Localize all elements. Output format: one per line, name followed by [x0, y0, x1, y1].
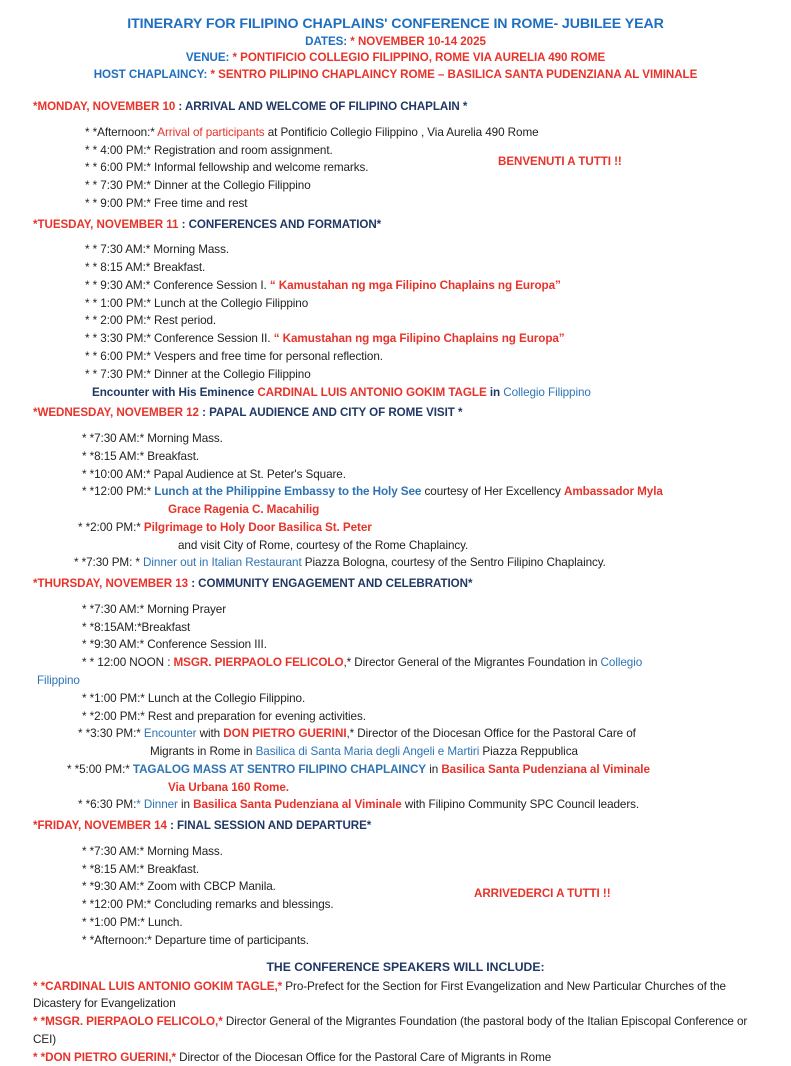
- schedule-item: [178, 537, 791, 555]
- item-segment: “ Kamustahan ng mga Filipino Chaplains ng Europa”: [269, 278, 561, 292]
- speakers-list: [0, 978, 791, 1066]
- meta-value: SENTRO PILIPINO CHAPLAINCY ROME – BASILICA SANTA PUDENZIANA AL VIMINALE: [218, 67, 698, 81]
- item-segment: Grace Ragenia C. Macahilig: [168, 503, 320, 517]
- schedule-item: [82, 878, 791, 896]
- schedule-item: [82, 601, 791, 619]
- item-segment: * * 7:30 PM:* Dinner at the Collegio Filippino: [85, 179, 311, 193]
- schedule-item: [150, 743, 791, 761]
- item-segment: in: [426, 762, 442, 776]
- speaker-line: [33, 978, 763, 1014]
- item-segment: * *1:00 PM:* Lunch at the Collegio Filippino.: [82, 691, 306, 705]
- item-segment: DON PIETRO GUERINI: [223, 727, 347, 741]
- schedule-item: [82, 843, 791, 861]
- item-segment: and visit City of Rome, courtesy of the Rome Chaplaincy.: [178, 538, 469, 552]
- item-segment: Arrival of participants: [157, 125, 265, 139]
- arrivederci-callout: ARRIVEDERCI A TUTTI !!: [474, 887, 611, 900]
- meta-value: NOVEMBER 10-14 2025: [357, 34, 486, 48]
- speaker-segment: ,*: [215, 1015, 223, 1029]
- speaker-segment: ,*: [274, 979, 283, 993]
- schedule-item: [82, 914, 791, 932]
- schedule-item: [85, 295, 791, 313]
- day-item-list: [0, 124, 791, 213]
- item-segment: * * 2:00 PM:* Rest period.: [85, 314, 217, 328]
- item-segment: * *7:30 PM: *: [74, 556, 144, 570]
- day-end-spacer: [0, 950, 791, 954]
- item-segment: in: [486, 385, 504, 399]
- item-segment: * * 7:30 AM:* Morning Mass.: [85, 243, 229, 257]
- schedule-item: [82, 690, 791, 708]
- item-segment: * *9:30 AM:* Zoom with CBCP Manila.: [82, 880, 276, 894]
- day-name: *THURSDAY, NOVEMBER 13: [33, 577, 189, 591]
- day-spacer: [0, 592, 791, 601]
- item-segment: Dinner: [143, 798, 178, 812]
- header-spacer: [0, 83, 791, 99]
- item-segment: Migrants in Rome in: [150, 745, 256, 759]
- page-title: ITINERARY FOR FILIPINO CHAPLAINS' CONFERENCE IN ROME- JUBILEE YEAR: [127, 16, 664, 32]
- item-segment: * * 12:00 NOON :: [82, 656, 174, 670]
- schedule-item: [92, 384, 791, 402]
- day-name: *TUESDAY, NOVEMBER 11: [33, 217, 179, 231]
- speaker-segment: * *: [33, 1050, 46, 1064]
- item-segment: Piazza Bologna, courtesy of the Sentro Filipino Chaplaincy.: [301, 556, 606, 570]
- schedule-item: [82, 861, 791, 879]
- day-spacer: [0, 421, 791, 430]
- schedule-item: [85, 259, 791, 277]
- item-segment: * *5:00 PM:*: [67, 762, 133, 776]
- schedule-item: [85, 312, 791, 330]
- item-segment: MSGR. PIERPAOLO FELICOLO: [173, 656, 344, 670]
- item-segment: * * 7:30 PM:* Dinner at the Collegio Filippino: [85, 367, 311, 381]
- item-segment: * *8:15AM:*Breakfast: [82, 620, 191, 634]
- item-segment: * * 4:00 PM:* Registration and room assignment.: [85, 143, 333, 157]
- schedule-item: [78, 725, 791, 743]
- speakers-heading: THE CONFERENCE SPEAKERS WILL INCLUDE:: [266, 959, 545, 974]
- item-segment: * *Afternoon:*: [85, 125, 158, 139]
- item-segment: Dinner out in Italian Restaurant: [143, 556, 302, 570]
- speaker-segment: DON PIETRO GUERINI: [45, 1050, 169, 1064]
- item-segment: with: [196, 727, 224, 741]
- schedule-item: [67, 761, 791, 779]
- meta-label: DATES:: [305, 34, 348, 48]
- item-segment: * *2:00 PM:* Rest and preparation for evening activities.: [82, 709, 366, 723]
- item-segment: Lunch at the Philippine Embassy to the Holy See: [154, 485, 422, 499]
- item-segment: * * 1:00 PM:* Lunch at the Collegio Filippino: [85, 296, 309, 310]
- item-segment: Pilgrimage to Holy Door Basilica St. Peter: [143, 520, 372, 534]
- item-segment: * * 6:00 PM:* Informal fellowship and welcome remarks.: [85, 161, 369, 175]
- schedule-item: [82, 708, 791, 726]
- item-segment: * * 9:00 PM:* Free time and rest: [85, 196, 248, 210]
- item-segment: *: [136, 798, 141, 812]
- speaker-segment: ,*: [168, 1050, 176, 1064]
- schedule-item: [82, 896, 791, 914]
- day-description: : COMMUNITY ENGAGEMENT AND CELEBRATION*: [188, 577, 473, 591]
- speaker-segment: Director General of the Migrantes Foundation (the pastoral body of the Italian Episcopal Conference or CEI): [33, 1015, 748, 1046]
- item-segment: * *7:30 AM:* Morning Prayer: [82, 602, 227, 616]
- day-description: : PAPAL AUDIENCE AND CITY OF ROME VISIT *: [198, 406, 463, 420]
- schedule-item: [82, 654, 791, 672]
- speaker-line: [33, 1049, 763, 1066]
- speaker-segment: Director of the Diocesan Office for the Pastoral Care of Migrants in Rome: [176, 1050, 552, 1064]
- schedule-item: [82, 448, 791, 466]
- item-segment: courtesy of Her Excellency: [421, 485, 564, 499]
- item-segment: * *Afternoon:* Departure time of participants.: [82, 933, 309, 947]
- day-spacer: [0, 834, 791, 843]
- item-segment: * * 6:00 PM:* Vespers and free time for personal reflection.: [85, 349, 383, 363]
- item-segment: Ambassador Myla: [563, 485, 663, 499]
- schedule-item: [85, 241, 791, 259]
- day-heading: [33, 217, 791, 233]
- meta-label: HOST CHAPLAINCY:: [93, 67, 208, 81]
- item-segment: ,* Director General of the Migrantes Foundation in: [343, 656, 601, 670]
- item-segment: * *1:00 PM:* Lunch.: [82, 916, 183, 929]
- item-segment: Piazza Reppublica: [479, 745, 578, 759]
- item-segment: * *12:00 PM:*: [82, 485, 155, 499]
- item-segment: * *8:15 AM:* Breakfast.: [82, 862, 200, 876]
- item-segment: * * 3:30 PM:* Conference Session II.: [85, 332, 274, 346]
- day-heading: [33, 818, 791, 834]
- item-segment: * *9:30 AM:* Conference Session III.: [82, 638, 267, 652]
- schedule-item: [168, 779, 791, 797]
- day-item-list: [0, 430, 791, 572]
- item-segment: Via Urbana 160 Rome.: [168, 780, 289, 794]
- schedule-item: [82, 483, 791, 501]
- meta-line: [0, 34, 791, 50]
- item-segment: * *6:30 PM:: [78, 798, 137, 812]
- speaker-segment: MSGR. PIERPAOLO FELICOLO: [45, 1015, 216, 1029]
- meta-asterisk: *: [347, 34, 358, 48]
- item-segment: Collegio: [600, 656, 643, 670]
- meta-line: [0, 50, 791, 66]
- item-segment: ,* Director of the Diocesan Office for the Pastoral Care of: [346, 727, 636, 741]
- day-description: : ARRIVAL AND WELCOME OF FILIPINO CHAPLAIN *: [175, 100, 468, 114]
- day-item-list: [0, 241, 791, 401]
- schedule-item: [168, 501, 791, 519]
- schedule-item: [85, 366, 791, 384]
- day-item-list: [0, 843, 791, 950]
- item-segment: Filippino: [37, 673, 80, 687]
- speaker-line: [33, 1013, 763, 1049]
- item-segment: * *3:30 PM:*: [78, 727, 144, 741]
- benvenuti-callout: BENVENUTI A TUTTI !!: [498, 155, 622, 168]
- day-description: : CONFERENCES AND FORMATION*: [178, 217, 382, 231]
- item-segment: “ Kamustahan ng mga Filipino Chaplains ng Europa”: [273, 332, 565, 346]
- schedule-item: [85, 177, 791, 195]
- item-segment: with Filipino Community SPC Council leaders.: [401, 798, 640, 812]
- item-segment: TAGALOG MASS AT SENTRO FILIPINO CHAPLAINCY: [132, 762, 427, 776]
- schedule-item: [74, 554, 791, 572]
- document-meta-block: [0, 34, 791, 83]
- schedule-item: [82, 466, 791, 484]
- item-segment: Basilica Santa Pudenziana al Viminale: [193, 798, 402, 812]
- schedule-item: [82, 619, 791, 637]
- item-segment: in: [177, 798, 194, 812]
- day-name: *FRIDAY, NOVEMBER 14: [33, 819, 167, 833]
- item-segment: * *2:00 PM:*: [78, 520, 144, 534]
- day-item-list: [0, 601, 791, 814]
- item-segment: * *7:30 AM:* Morning Mass.: [82, 844, 223, 858]
- schedule-item: [85, 348, 791, 366]
- day-heading: [33, 99, 791, 115]
- day-heading: [33, 405, 791, 421]
- meta-value: PONTIFICIO COLLEGIO FILIPPINO, ROME VIA AURELIA 490 ROME: [240, 51, 606, 65]
- day-spacer: [0, 232, 791, 241]
- item-segment: * *8:15 AM:* Breakfast.: [82, 449, 200, 463]
- meta-asterisk: *: [229, 51, 241, 65]
- day-name: *MONDAY, NOVEMBER 10: [33, 100, 176, 114]
- item-segment: CARDINAL LUIS ANTONIO GOKIM TAGLE: [257, 385, 487, 399]
- item-segment: * *12:00 PM:* Concluding remarks and blessings.: [82, 898, 334, 912]
- item-segment: Basilica di Santa Maria degli Angeli e Martiri: [255, 745, 480, 759]
- item-segment: * *10:00 AM:* Papal Audience at St. Peter's Square.: [82, 467, 346, 481]
- schedule-item: [85, 277, 791, 295]
- item-segment: Basilica Santa Pudenziana al Viminale: [441, 762, 650, 776]
- itinerary-days: [0, 99, 791, 953]
- schedule-item: [78, 519, 791, 537]
- speaker-segment: * *: [33, 979, 46, 993]
- speaker-segment: * *: [33, 1015, 46, 1029]
- speaker-segment: CARDINAL LUIS ANTONIO GOKIM TAGLE: [45, 979, 275, 993]
- item-segment: * * 8:15 AM:* Breakfast.: [85, 261, 206, 275]
- item-segment: Encounter: [143, 727, 197, 741]
- schedule-item: [78, 796, 791, 814]
- day-heading: [33, 576, 791, 592]
- day-spacer: [0, 115, 791, 124]
- item-segment: Collegio Filippino: [503, 385, 591, 399]
- day-description: : FINAL SESSION AND DEPARTURE*: [166, 819, 372, 833]
- item-segment: Encounter with His Eminence: [92, 385, 258, 399]
- schedule-item: [82, 636, 791, 654]
- schedule-item: [82, 932, 791, 950]
- item-segment: at Pontificio Collegio Filippino , Via Aurelia 490 Rome: [264, 125, 539, 139]
- meta-asterisk: *: [207, 67, 219, 81]
- item-segment: * *7:30 AM:* Morning Mass.: [82, 431, 223, 445]
- meta-label: VENUE:: [185, 51, 230, 65]
- speaker-segment: Pro-Prefect for the Section for First Evangelization and New Particular Churches of the Dicastery for Evangelization: [33, 979, 726, 1011]
- meta-line: [0, 67, 791, 83]
- schedule-item: [85, 124, 791, 142]
- schedule-item: [85, 330, 791, 348]
- schedule-item: [85, 142, 791, 160]
- day-name: *WEDNESDAY, NOVEMBER 12: [33, 406, 199, 420]
- schedule-item: [37, 672, 791, 690]
- schedule-item: [85, 159, 791, 177]
- schedule-item: [82, 430, 791, 448]
- item-segment: * * 9:30 AM:* Conference Session I.: [85, 278, 270, 292]
- schedule-item: [85, 195, 791, 213]
